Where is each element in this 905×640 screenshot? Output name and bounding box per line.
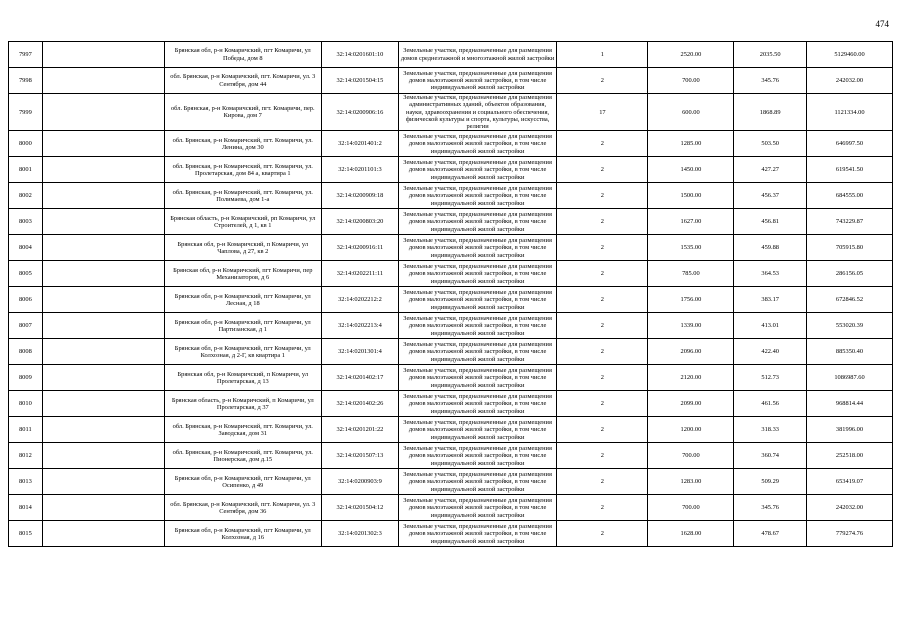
empty-cell bbox=[42, 209, 164, 235]
group-code-cell: 2 bbox=[557, 417, 648, 443]
cadastral-value-cell: 5129460.00 bbox=[807, 42, 893, 68]
empty-cell bbox=[42, 235, 164, 261]
permitted-use-cell: Земельные участки, предназначенные для размещения домов малоэтажной жилой застройки, в том числе индивидуальной жилой застройки bbox=[398, 495, 557, 521]
row-number: 8010 bbox=[9, 391, 43, 417]
empty-cell bbox=[42, 68, 164, 94]
row-number: 8000 bbox=[9, 131, 43, 157]
group-code-cell: 17 bbox=[557, 94, 648, 131]
cadastral-value-cell: 672846.52 bbox=[807, 287, 893, 313]
specific-value-cell: 383.17 bbox=[734, 287, 807, 313]
empty-cell bbox=[42, 183, 164, 209]
cadastral-number-cell: 32:14:0201302:3 bbox=[322, 521, 399, 547]
cadastral-number-cell: 32:14:0201507:13 bbox=[322, 443, 399, 469]
row-number: 8011 bbox=[9, 417, 43, 443]
cadastral-number-cell: 32:14:0202212:2 bbox=[322, 287, 399, 313]
address-cell: Брянская обл, р-н Комаричский, пгт Комаричи, пер Механизаторов, д 6 bbox=[164, 261, 322, 287]
cadastral-value-cell: 646997.50 bbox=[807, 131, 893, 157]
specific-value-cell: 318.33 bbox=[734, 417, 807, 443]
specific-value-cell: 456.37 bbox=[734, 183, 807, 209]
table-row bbox=[9, 469, 893, 495]
area-cell: 1500.00 bbox=[648, 183, 734, 209]
cadastral-value-cell: 1121334.00 bbox=[807, 94, 893, 131]
empty-cell bbox=[42, 391, 164, 417]
table-body bbox=[9, 42, 893, 547]
empty-cell bbox=[42, 339, 164, 365]
cadastral-value-cell: 779274.76 bbox=[807, 521, 893, 547]
cadastral-value-cell: 553020.39 bbox=[807, 313, 893, 339]
area-cell: 700.00 bbox=[648, 68, 734, 94]
empty-cell bbox=[42, 157, 164, 183]
cadastral-value-cell: 1086987.60 bbox=[807, 365, 893, 391]
permitted-use-cell: Земельные участки, предназначенные для размещения домов малоэтажной жилой застройки, в том числе индивидуальной жилой застройки bbox=[398, 235, 557, 261]
cadastral-number-cell: 32:14:0201401:2 bbox=[322, 131, 399, 157]
cadastral-number-cell: 32:14:0200803:20 bbox=[322, 209, 399, 235]
empty-cell bbox=[42, 313, 164, 339]
specific-value-cell: 364.53 bbox=[734, 261, 807, 287]
table-row bbox=[9, 495, 893, 521]
area-cell: 1200.00 bbox=[648, 417, 734, 443]
empty-cell bbox=[42, 495, 164, 521]
address-cell: Брянская обл, р-н Комаричский, пгт Комаричи, ул Осипенко, д 49 bbox=[164, 469, 322, 495]
specific-value-cell: 345.76 bbox=[734, 495, 807, 521]
cadastral-number-cell: 32:14:0201402:26 bbox=[322, 391, 399, 417]
permitted-use-cell: Земельные участки, предназначенные для размещения домов малоэтажной жилой застройки, в том числе индивидуальной жилой застройки bbox=[398, 183, 557, 209]
area-cell: 1450.00 bbox=[648, 157, 734, 183]
table-row bbox=[9, 94, 893, 131]
table-row bbox=[9, 313, 893, 339]
area-cell: 1535.00 bbox=[648, 235, 734, 261]
cadastral-value-cell: 286156.05 bbox=[807, 261, 893, 287]
specific-value-cell: 503.50 bbox=[734, 131, 807, 157]
cadastral-number-cell: 32:14:0201101:3 bbox=[322, 157, 399, 183]
empty-cell bbox=[42, 42, 164, 68]
group-code-cell: 2 bbox=[557, 261, 648, 287]
permitted-use-cell: Земельные участки, предназначенные для размещения домов малоэтажной жилой застройки, в том числе индивидуальной жилой застройки bbox=[398, 261, 557, 287]
address-cell: обл. Брянская, р-н Комаричский, пгт. Комаричи, ул. Пролетарская, дом 84 а, квартира 1 bbox=[164, 157, 322, 183]
address-cell: Брянская область, р-н Комаричский, п Комаричи, ул Пролетарская, д 37 bbox=[164, 391, 322, 417]
area-cell: 1339.00 bbox=[648, 313, 734, 339]
specific-value-cell: 459.88 bbox=[734, 235, 807, 261]
permitted-use-cell: Земельные участки, предназначенные для размещения домов малоэтажной жилой застройки, в том числе индивидуальной жилой застройки bbox=[398, 157, 557, 183]
group-code-cell: 2 bbox=[557, 365, 648, 391]
cadastral-value-cell: 242032.00 bbox=[807, 495, 893, 521]
table-row bbox=[9, 339, 893, 365]
table-row bbox=[9, 131, 893, 157]
specific-value-cell: 478.67 bbox=[734, 521, 807, 547]
row-number: 8006 bbox=[9, 287, 43, 313]
permitted-use-cell: Земельные участки, предназначенные для размещения домов малоэтажной жилой застройки, в том числе индивидуальной жилой застройки bbox=[398, 68, 557, 94]
specific-value-cell: 456.81 bbox=[734, 209, 807, 235]
specific-value-cell: 427.27 bbox=[734, 157, 807, 183]
specific-value-cell: 461.56 bbox=[734, 391, 807, 417]
specific-value-cell: 509.29 bbox=[734, 469, 807, 495]
area-cell: 1627.00 bbox=[648, 209, 734, 235]
cadastral-number-cell: 32:14:0201601:10 bbox=[322, 42, 399, 68]
area-cell: 1756.00 bbox=[648, 287, 734, 313]
cadastral-value-cell: 242032.00 bbox=[807, 68, 893, 94]
empty-cell bbox=[42, 417, 164, 443]
cadastral-number-cell: 32:14:0200909:18 bbox=[322, 183, 399, 209]
permitted-use-cell: Земельные участки, предназначенные для размещения домов малоэтажной жилой застройки, в том числе индивидуальной жилой застройки bbox=[398, 287, 557, 313]
row-number: 8002 bbox=[9, 183, 43, 209]
page-number: 474 bbox=[875, 19, 889, 29]
permitted-use-cell: Земельные участки, предназначенные для размещения домов малоэтажной жилой застройки, в том числе индивидуальной жилой застройки bbox=[398, 417, 557, 443]
address-cell: Брянская обл, р-н Комаричский, п Комаричи, ул Чаплова, д 27, кв 2 bbox=[164, 235, 322, 261]
address-cell: Брянская обл, р-н Комаричский, п Комаричи, ул Пролетарская, д 13 bbox=[164, 365, 322, 391]
row-number: 8004 bbox=[9, 235, 43, 261]
table-row bbox=[9, 365, 893, 391]
table-row bbox=[9, 443, 893, 469]
cadastral-number-cell: 32:14:0200903:9 bbox=[322, 469, 399, 495]
cadastral-value-table bbox=[8, 41, 893, 547]
permitted-use-cell: Земельные участки, предназначенные для размещения домов среднеэтажной и многоэтажной жилой застройки bbox=[398, 42, 557, 68]
area-cell: 600.00 bbox=[648, 94, 734, 131]
empty-cell bbox=[42, 131, 164, 157]
row-number: 8012 bbox=[9, 443, 43, 469]
row-number: 7999 bbox=[9, 94, 43, 131]
cadastral-number-cell: 32:14:0201504:12 bbox=[322, 495, 399, 521]
group-code-cell: 1 bbox=[557, 42, 648, 68]
area-cell: 1283.00 bbox=[648, 469, 734, 495]
permitted-use-cell: Земельные участки, предназначенные для размещения домов малоэтажной жилой застройки, в том числе индивидуальной жилой застройки bbox=[398, 131, 557, 157]
cadastral-number-cell: 32:14:0202213:4 bbox=[322, 313, 399, 339]
address-cell: обл. Брянская, р-н Комаричский, пгт. Комаричи, ул. 3 Сентября, дом 44 bbox=[164, 68, 322, 94]
area-cell: 2120.00 bbox=[648, 365, 734, 391]
table-row bbox=[9, 209, 893, 235]
address-cell: обл. Брянская, р-н Комаричский, пгт. Комаричи, ул. Пионерская, дом д.15 bbox=[164, 443, 322, 469]
cadastral-number-cell: 32:14:0201301:4 bbox=[322, 339, 399, 365]
table-row bbox=[9, 183, 893, 209]
table-row bbox=[9, 391, 893, 417]
permitted-use-cell: Земельные участки, предназначенные для размещения домов малоэтажной жилой застройки, в том числе индивидуальной жилой застройки bbox=[398, 365, 557, 391]
cadastral-number-cell: 32:14:0200916:11 bbox=[322, 235, 399, 261]
row-number: 8001 bbox=[9, 157, 43, 183]
row-number: 8013 bbox=[9, 469, 43, 495]
table-row bbox=[9, 521, 893, 547]
address-cell: обл. Брянская, р-н Комаричский, пгт. Комаричи, ул. Ленина, дом 30 bbox=[164, 131, 322, 157]
row-number: 7998 bbox=[9, 68, 43, 94]
row-number: 8003 bbox=[9, 209, 43, 235]
area-cell: 1285.00 bbox=[648, 131, 734, 157]
address-cell: обл. Брянская, р-н Комаричский, пгт. Комаричи, ул. Заводская, дом 31 bbox=[164, 417, 322, 443]
address-cell: Брянская обл, р-н Комаричский, пгт Комаричи, ул Партизанская, д 1 bbox=[164, 313, 322, 339]
cadastral-value-cell: 705915.80 bbox=[807, 235, 893, 261]
cadastral-number-cell: 32:14:0201504:15 bbox=[322, 68, 399, 94]
row-number: 7997 bbox=[9, 42, 43, 68]
address-cell: обл. Брянская, р-н Комаричский, пгт. Комаричи, ул. Полимаева, дом 1-а bbox=[164, 183, 322, 209]
group-code-cell: 2 bbox=[557, 68, 648, 94]
area-cell: 2096.00 bbox=[648, 339, 734, 365]
area-cell: 2099.00 bbox=[648, 391, 734, 417]
address-cell: Брянская обл, р-н Комаричский, пгт Комаричи, ул Колхозная, д 16 bbox=[164, 521, 322, 547]
address-cell: обл. Брянская, р-н Комаричский, пгт. Комаричи, ул. 3 Сентября, дом 36 bbox=[164, 495, 322, 521]
row-number: 8009 bbox=[9, 365, 43, 391]
area-cell: 1628.00 bbox=[648, 521, 734, 547]
group-code-cell: 2 bbox=[557, 131, 648, 157]
empty-cell bbox=[42, 443, 164, 469]
area-cell: 785.00 bbox=[648, 261, 734, 287]
group-code-cell: 2 bbox=[557, 469, 648, 495]
empty-cell bbox=[42, 365, 164, 391]
address-cell: Брянская обл, р-н Комаричский, пгт Комаричи, ул Победы, дом 8 bbox=[164, 42, 322, 68]
cadastral-value-cell: 252518.00 bbox=[807, 443, 893, 469]
table-row bbox=[9, 261, 893, 287]
empty-cell bbox=[42, 94, 164, 131]
row-number: 8014 bbox=[9, 495, 43, 521]
group-code-cell: 2 bbox=[557, 495, 648, 521]
table-row bbox=[9, 68, 893, 94]
address-cell: обл. Брянская, р-н Комаричский, пгт. Комаричи, пер. Кирова, дом 7 bbox=[164, 94, 322, 131]
specific-value-cell: 512.73 bbox=[734, 365, 807, 391]
permitted-use-cell: Земельные участки, предназначенные для размещения домов малоэтажной жилой застройки, в том числе индивидуальной жилой застройки bbox=[398, 339, 557, 365]
cadastral-number-cell: 32:14:0202211:11 bbox=[322, 261, 399, 287]
row-number: 8008 bbox=[9, 339, 43, 365]
empty-cell bbox=[42, 287, 164, 313]
row-number: 8015 bbox=[9, 521, 43, 547]
specific-value-cell: 1868.89 bbox=[734, 94, 807, 131]
address-cell: Брянская обл, р-н Комаричский, пгт Комаричи, ул Колхозная, д 2-Г, кв квартира 1 bbox=[164, 339, 322, 365]
specific-value-cell: 422.40 bbox=[734, 339, 807, 365]
permitted-use-cell: Земельные участки, предназначенные для размещения домов малоэтажной жилой застройки, в том числе индивидуальной жилой застройки bbox=[398, 443, 557, 469]
cadastral-number-cell: 32:14:0201201:22 bbox=[322, 417, 399, 443]
group-code-cell: 2 bbox=[557, 391, 648, 417]
specific-value-cell: 360.74 bbox=[734, 443, 807, 469]
area-cell: 700.00 bbox=[648, 443, 734, 469]
area-cell: 700.00 bbox=[648, 495, 734, 521]
table-row bbox=[9, 287, 893, 313]
cadastral-value-cell: 968814.44 bbox=[807, 391, 893, 417]
cadastral-number-cell: 32:14:0200906:16 bbox=[322, 94, 399, 131]
group-code-cell: 2 bbox=[557, 339, 648, 365]
cadastral-value-cell: 381996.00 bbox=[807, 417, 893, 443]
address-cell: Брянская область, р-н Комаричский, рп Комаричи, ул Строителей, д 1, кв 1 bbox=[164, 209, 322, 235]
specific-value-cell: 413.01 bbox=[734, 313, 807, 339]
group-code-cell: 2 bbox=[557, 235, 648, 261]
cadastral-value-cell: 684555.00 bbox=[807, 183, 893, 209]
group-code-cell: 2 bbox=[557, 157, 648, 183]
cadastral-value-cell: 743229.87 bbox=[807, 209, 893, 235]
permitted-use-cell: Земельные участки, предназначенные для размещения домов малоэтажной жилой застройки, в том числе индивидуальной жилой застройки bbox=[398, 469, 557, 495]
group-code-cell: 2 bbox=[557, 287, 648, 313]
permitted-use-cell: Земельные участки, предназначенные для размещения домов малоэтажной жилой застройки, в том числе индивидуальной жилой застройки bbox=[398, 391, 557, 417]
row-number: 8005 bbox=[9, 261, 43, 287]
specific-value-cell: 2035.50 bbox=[734, 42, 807, 68]
group-code-cell: 2 bbox=[557, 313, 648, 339]
group-code-cell: 2 bbox=[557, 443, 648, 469]
area-cell: 2520.00 bbox=[648, 42, 734, 68]
permitted-use-cell: Земельные участки, предназначенные для размещения домов малоэтажной жилой застройки, в том числе индивидуальной жилой застройки bbox=[398, 209, 557, 235]
table-row bbox=[9, 157, 893, 183]
table-row bbox=[9, 417, 893, 443]
permitted-use-cell: Земельные участки, предназначенные для размещения административных зданий, объектов образования, науки, здравоохранения и социального обеспечения, физической культуры и спорта, культуры, искусства, религии bbox=[398, 94, 557, 131]
empty-cell bbox=[42, 521, 164, 547]
group-code-cell: 2 bbox=[557, 183, 648, 209]
cadastral-value-cell: 619541.50 bbox=[807, 157, 893, 183]
table-row bbox=[9, 235, 893, 261]
empty-cell bbox=[42, 261, 164, 287]
group-code-cell: 2 bbox=[557, 521, 648, 547]
group-code-cell: 2 bbox=[557, 209, 648, 235]
address-cell: Брянская обл, р-н Комаричский, пгт Комаричи, ул Лесная, д 18 bbox=[164, 287, 322, 313]
permitted-use-cell: Земельные участки, предназначенные для размещения домов малоэтажной жилой застройки, в том числе индивидуальной жилой застройки bbox=[398, 521, 557, 547]
cadastral-value-cell: 885350.40 bbox=[807, 339, 893, 365]
table-row bbox=[9, 42, 893, 68]
permitted-use-cell: Земельные участки, предназначенные для размещения домов малоэтажной жилой застройки, в том числе индивидуальной жилой застройки bbox=[398, 313, 557, 339]
cadastral-value-cell: 653419.07 bbox=[807, 469, 893, 495]
row-number: 8007 bbox=[9, 313, 43, 339]
cadastral-number-cell: 32:14:0201402:17 bbox=[322, 365, 399, 391]
specific-value-cell: 345.76 bbox=[734, 68, 807, 94]
empty-cell bbox=[42, 469, 164, 495]
